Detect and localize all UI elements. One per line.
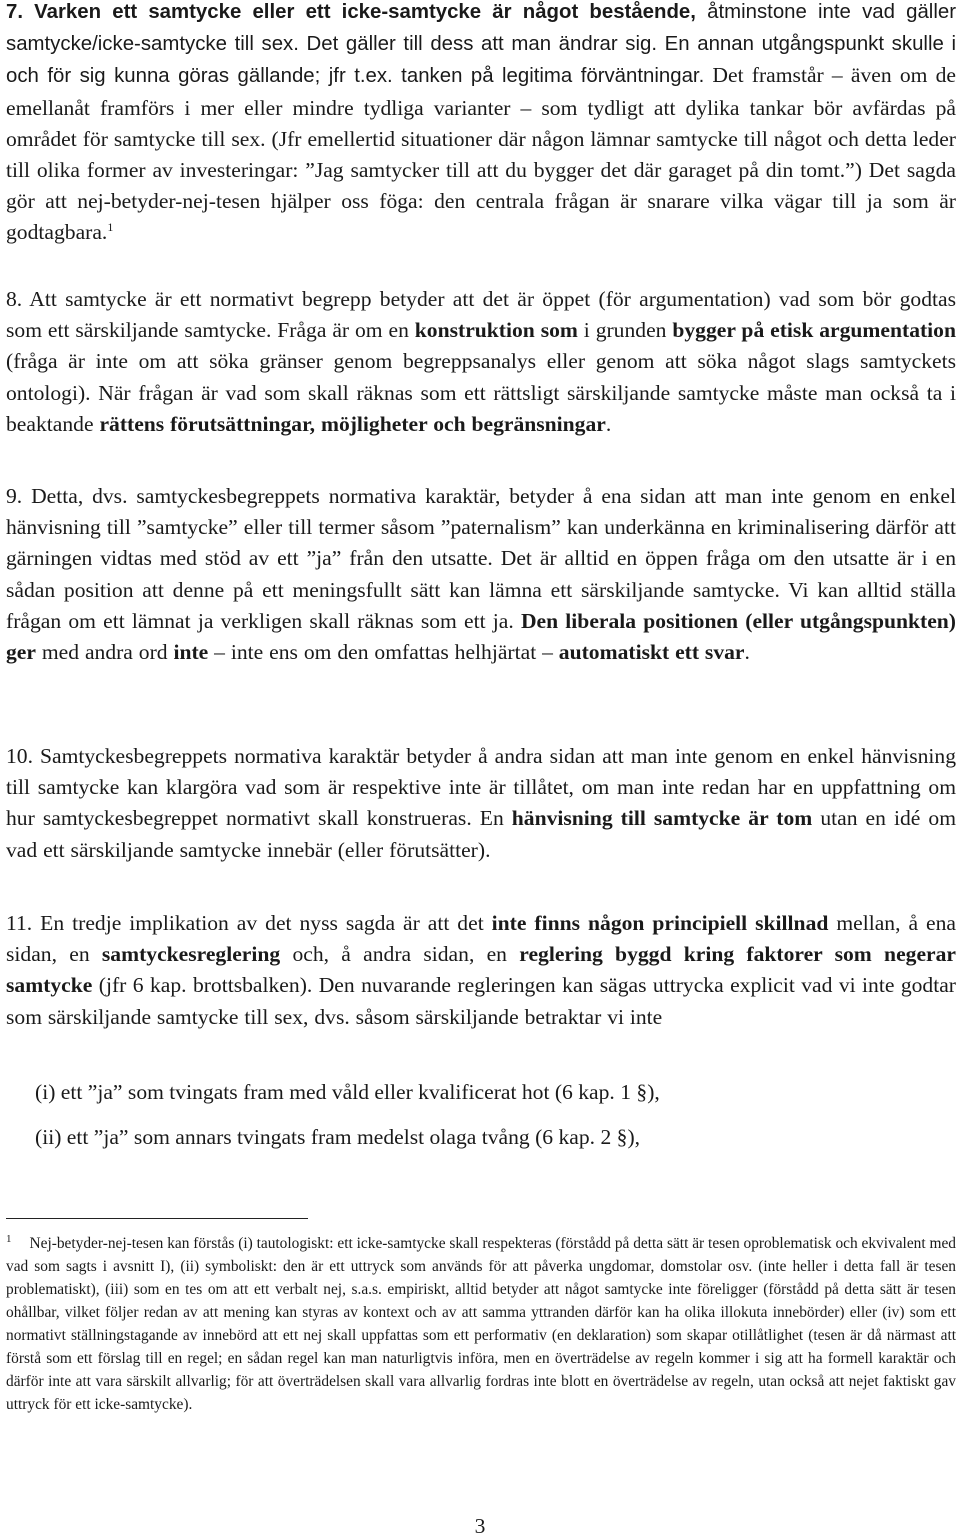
paragraph-8-bold-c: rättens förutsättningar, möjligheter och begränsningar (99, 411, 606, 436)
paragraph-11 (6, 908, 956, 1033)
list-item-ii: (ii) ett ”ja” som annars tvingats fram medelst olaga tvång (6 kap. 2 §), (35, 1125, 641, 1149)
paragraph-7-lead: 7. Varken ett samtycke eller ett icke-samtycke är något bestående, (6, 1, 696, 23)
paragraph-7-text-b: tanken på legitima förväntningar. (392, 65, 705, 88)
paragraph-10-bold-a: hänvisning till samtycke är tom (511, 806, 813, 831)
footnote-marker: 1 (6, 1232, 12, 1245)
paragraph-11-text-c: och, å andra sidan, en (280, 942, 520, 967)
paragraph-7 (6, 0, 956, 249)
paragraph-9-bold-c: automatiskt ett svar (558, 640, 745, 665)
paragraph-11-bold-b: samtyckesreglering (101, 942, 281, 967)
footnote-reference[interactable]: 1 (107, 220, 114, 235)
paragraph-8-text-a: 8. Att samtycke är ett normativt begrepp betyder att det är öppet (för argumentation) vad som bör godtas som ett särskiljande samtycke. Fråga är om en (6, 287, 956, 343)
paragraph-11-text-a: 11. En tredje implikation av det nyss sagda är att det (6, 911, 492, 935)
paragraph-8-text-b: i grunden (577, 318, 673, 343)
paragraph-11-text-b: mellan, å ena sidan, en (6, 911, 957, 967)
paragraph-7-text-a: åtminstone inte vad gäller samtycke/icke-samtycke till sex. Det gäller till dess att man ändrar sig. En annan utgångspunkt skulle i och för sig kunna göras gällande; jfr t.ex. (6, 1, 956, 88)
paragraph-10 (6, 741, 956, 866)
paragraph-7-text-c: Det framstår – även om de emellanåt framförs i mer eller mindre tydliga varianter – som tydligt att dylika tankar bör avfärdas på området för samtycke till sex. (Jfr emellertid situationer där någon lämnar samtycke till något och detta leder till olika former av investeringar: ”Jag samtycker till att du bygger det där garaget på din tomt.”) Det sagda gör att nej-betyder-nej-tesen hjälper oss föga: den centrala frågan är snarare vilka vägar till ja som är godtagbara. (6, 63, 956, 245)
paragraph-9-text-a: 9. Detta, dvs. samtyckesbegreppets normativa karaktär, betyder å ena sidan att man inte genom en enkel hänvisning till ”samtycke” eller till termer såsom ”paternalism” kan underkänna en kriminalisering därför att gärningen vidtas med stöd av ett ”ja” från den utsatte. Det är alltid en öppen fråga om den utsatte är i en sådan position att denne på ett meningsfullt sätt kan lämna ett särskiljande samtycke. Vi kan alltid ställa frågan om ett lämnat ja verkligen skall räknas som ett ja. (6, 484, 956, 633)
paragraph-11-bold-a: inte finns någon principiell skillnad (491, 911, 829, 935)
paragraph-10-text-b: utan en idé om vad ett särskiljande samtycke innebär (eller förutsätter). (6, 806, 956, 862)
paragraph-11-text-d: (jfr 6 kap. brottsbalken). Den nuvarande regleringen kan sägas uttrycka explicit vad vi inte godtar som särskiljande samtycke till sex, dvs. såsom särskiljande betraktar vi inte (6, 973, 956, 1029)
footnote-text: Nej-betyder-nej-tesen kan förstås (i) tautologiskt: ett icke-samtycke skall respekteras (förstådd på detta sätt är tesen oproblematisk och ekvivalent med vad som sagts i avsnitt I), (ii) symboliskt: den är ett uttryck som används för att påverka ungdomar, domstolar osv. (inte heller i detta fall är tesen problematiskt), (iii) som en tes om att ett verbalt nej, s.a.s. empiriskt, alltid betyder att något samtycke inte föreligger (förstådd på detta sätt är tesen ohållbar, vilket följer redan av att mening kan styras av kontext och av att samma yttranden därför kan ha olika illokuta innebörder) eller (iv) som ett normativt ställningstagande av innebörd att ett nej skall uppfattas som ett performativ (en deklaration) som skapar otillåtlighet (tesen är då närmast att förstå som ett förslag till en regel; en sådan regel kan man naturligtvis införa, men en överträdelse av regeln kommer i sig att ha formell karaktär och därför inte att vara särskilt allvarlig; för att överträdelsen skall vara allvarlig fordras inte blott en överträdelse av regeln, utan också att nejet faktiskt gav uttryck för ett icke-samtycke). (6, 1235, 956, 1413)
paragraph-8-bold-a: konstruktion som (414, 318, 578, 343)
paragraph-9-bold-a: Den liberala positionen (eller utgångspunkten) ger (6, 608, 957, 665)
paragraph-10-text-a: 10. Samtyckesbegreppets normativa karaktär betyder å andra sidan att man inte genom en enkel hänvisning till samtycke kan klargöra vad som är respektive inte är tillåtet, om man inte redan har en uppfattning om hur samtyckesbegreppet normativt skall konstrueras. En (6, 744, 956, 831)
paragraph-8-bold-b: bygger på etisk argumentation (672, 318, 956, 343)
paragraph-9-text-b: med andra ord (35, 640, 174, 665)
footnote-separator (6, 1218, 308, 1219)
page-number: 3 (474, 1514, 486, 1538)
list-item-i: (i) ett ”ja” som tvingats fram med våld eller kvalificerat hot (6 kap. 1 §), (35, 1080, 660, 1104)
paragraph-11-bold-c: reglering byggd kring faktorer som negerar samtycke (6, 942, 956, 998)
paragraph-9-text-d: . (744, 640, 750, 665)
paragraph-9 (6, 481, 956, 668)
paragraph-9-text-c: – inte ens om den omfattas helhjärtat – (208, 640, 559, 665)
paragraph-8 (6, 284, 956, 440)
paragraph-9-bold-b: inte (173, 640, 209, 665)
paragraph-8-text-d: . (605, 411, 612, 436)
footnote (6, 1232, 956, 1416)
paragraph-8-text-c: (fråga är inte om att söka gränser genom begreppsanalys eller genom att söka något slags samtyckets ontologi). När frågan är vad som skall räknas som ett rättsligt särskiljande samtycke måste man också ta i beaktande (6, 349, 956, 436)
